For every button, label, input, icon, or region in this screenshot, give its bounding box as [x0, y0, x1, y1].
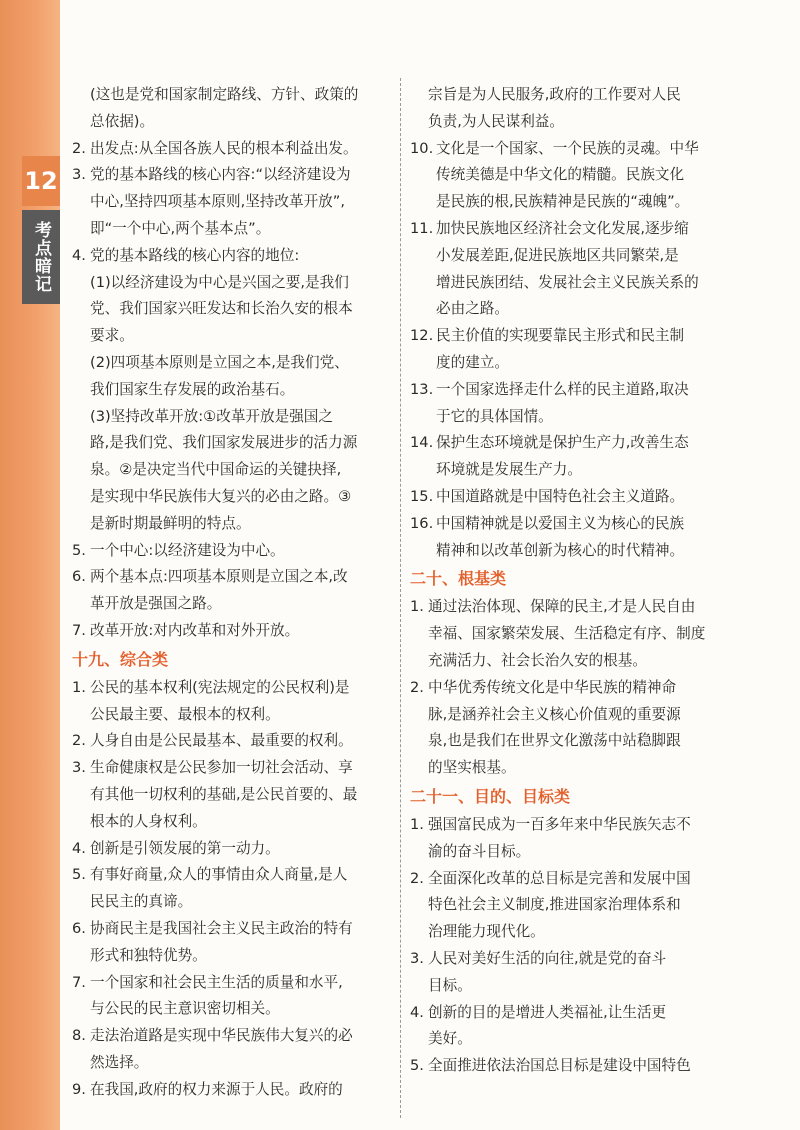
item-line: 治理能力现代化。 [428, 923, 545, 941]
sub-item-line: 泉。②是决定当代中国命运的关键抉择, [90, 461, 342, 479]
list-item [72, 755, 388, 835]
page-number: 12 [22, 156, 60, 206]
item-line: 小发展差距,促进民族地区共同繁荣,是 [436, 246, 679, 264]
item-line: 一个国家选择走什么样的民主道路,取决 [436, 380, 689, 398]
item-line: 是民族的根,民族精神是民族的“魂魄”。 [436, 193, 690, 211]
item-number: 5. [72, 866, 86, 884]
list-item [410, 1053, 728, 1080]
item-line: 必由之路。 [436, 300, 509, 318]
list-item [72, 675, 388, 729]
item-line: 然选择。 [90, 1053, 149, 1071]
item-line: 两个基本点:四项基本原则是立国之本,改 [90, 568, 348, 586]
list-item [72, 970, 388, 1024]
item-line: 走法治道路是实现中华民族伟大复兴的必 [90, 1027, 353, 1045]
item-line: 中国精神就是以爱国主义为核心的民族 [436, 514, 685, 532]
list-item [72, 136, 388, 163]
item-number: 2. [410, 678, 424, 696]
item-line: 泉,也是我们在世界文化激荡中站稳脚跟 [428, 732, 681, 750]
item-line: 即“一个中心,两个基本点”。 [90, 219, 271, 237]
item-number: 1. [72, 678, 86, 696]
list-item [72, 618, 388, 645]
item-9-continuation: 宗旨是为人民服务,政府的工作要对人民 负责,为人民谋利益。 [428, 86, 681, 130]
sub-item-line: 我们国家生存发展的政治基石。 [90, 380, 295, 398]
item-line: 度的建立。 [436, 353, 509, 371]
item-number: 6. [72, 568, 86, 586]
item-number: 12. [410, 327, 434, 345]
item-line: 出发点:从全国各族人民的根本利益出发。 [90, 139, 358, 157]
item-line: 增进民族团结、发展社会主义民族关系的 [436, 273, 699, 291]
item-line: 全面深化改革的总目标是完善和发展中国 [428, 869, 691, 887]
item-line: 一个国家和社会民主生活的质量和水平, [90, 973, 343, 991]
item-line: 文化是一个国家、一个民族的灵魂。中华 [436, 139, 699, 157]
item-line: 于它的具体国情。 [436, 407, 553, 425]
item-line: 精神和以改革创新为核心的时代精神。 [436, 541, 685, 559]
list-item [410, 594, 728, 674]
item-number: 1. [410, 815, 424, 833]
item-number: 2. [72, 139, 86, 157]
item-number: 13. [410, 380, 434, 398]
sub-item-line: 是实现中华民族伟大复兴的必由之路。③ [90, 487, 352, 505]
sub-item [72, 270, 388, 350]
sub-item-line: (2)四项基本原则是立国之本,是我们党、 [90, 353, 349, 371]
item-line: 创新的目的是增进人类福祉,让生活更 [428, 1003, 667, 1021]
item-line: 党的基本路线的核心内容:“以经济建设为 [90, 166, 351, 184]
item-number: 16. [410, 514, 434, 532]
item-number: 1. [410, 598, 424, 616]
item-line: 改革开放:对内改革和对外开放。 [90, 621, 300, 639]
item-line: 美好。 [428, 1030, 472, 1048]
item-line: 中华优秀传统文化是中华民族的精神命 [428, 678, 677, 696]
sub-item-line: 要求。 [90, 327, 134, 345]
list-item [410, 377, 728, 431]
item-line: 中心,坚持四项基本原则,坚持改革开放”, [90, 193, 345, 211]
item-line: 一个中心:以经济建设为中心。 [90, 541, 285, 559]
intro-continuation: (这也是党和国家制定路线、方针、政策的 总依据)。 [90, 86, 359, 130]
item-line: 党的基本路线的核心内容的地位: [90, 246, 300, 264]
item-number: 4. [72, 246, 86, 264]
sub-item-line: (3)坚持改革开放:①改革开放是强国之 [90, 407, 333, 425]
sub-item [72, 350, 388, 404]
list-item [410, 484, 728, 511]
item-line: 中国道路就是中国特色社会主义道路。 [436, 487, 685, 505]
list-item [72, 916, 388, 970]
item-line: 人身自由是公民最基本、最重要的权利。 [90, 732, 353, 750]
sub-item-line: (1)以经济建设为中心是兴国之要,是我们 [90, 273, 349, 291]
item-line: 传统美德是中华文化的精髓。民族文化 [436, 166, 685, 184]
section-heading-21: 二十一、目的、目标类 [410, 786, 571, 806]
item-number: 7. [72, 973, 86, 991]
item-number: 14. [410, 434, 434, 452]
list-item [72, 728, 388, 755]
item-line: 目标。 [428, 976, 472, 994]
item-number: 2. [72, 732, 86, 750]
section-tab: 考点暗记 [22, 210, 60, 304]
item-line: 环境就是发展生产力。 [436, 461, 582, 479]
item-line: 生命健康权是公民参加一切社会活动、享 [90, 759, 353, 777]
list-item [410, 511, 728, 565]
list-item [72, 538, 388, 565]
item-line: 渝的奋斗目标。 [428, 842, 531, 860]
column-divider [400, 78, 401, 1118]
item-number: 3. [72, 166, 86, 184]
item-number: 9. [72, 1080, 86, 1098]
item-line: 有事好商量,众人的事情由众人商量,是人 [90, 866, 348, 884]
list-item [410, 216, 728, 323]
section-heading-19: 十九、综合类 [72, 649, 169, 669]
list-item [410, 946, 728, 1000]
item-line: 创新是引领发展的第一动力。 [90, 839, 280, 857]
item-number: 6. [72, 919, 86, 937]
item-line: 革开放是强国之路。 [90, 595, 222, 613]
list-item [72, 564, 388, 618]
item-line: 协商民主是我国社会主义民主政治的特有 [90, 919, 353, 937]
sub-item-line: 党、我们国家兴旺发达和长治久安的根本 [90, 300, 353, 318]
item-number: 3. [72, 759, 86, 777]
item-number: 2. [410, 869, 424, 887]
item-line: 充满活力、社会长治久安的根基。 [428, 651, 647, 669]
item-line: 民主价值的实现要靠民主形式和民主制 [436, 327, 685, 345]
item-line: 强国富民成为一百多年来中华民族矢志不 [428, 815, 691, 833]
left-column [72, 82, 388, 1103]
item-line: 人民对美好生活的向往,就是党的奋斗 [428, 949, 667, 967]
list-item [410, 866, 728, 946]
item-line: 民民主的真谛。 [90, 893, 193, 911]
item-number: 3. [410, 949, 424, 967]
list-item [72, 1023, 388, 1077]
list-item [410, 675, 728, 782]
item-number: 5. [410, 1057, 424, 1075]
item-number: 8. [72, 1027, 86, 1045]
list-item [410, 430, 728, 484]
list-item [410, 323, 728, 377]
list-item [72, 162, 388, 242]
item-number: 15. [410, 487, 434, 505]
sub-item-line: 路,是我们党、我们国家发展进步的活力源 [90, 434, 358, 452]
section-heading-20: 二十、根基类 [410, 569, 507, 589]
item-line: 特色社会主义制度,推进国家治理体系和 [428, 896, 681, 914]
right-column [410, 82, 728, 1080]
item-number: 4. [410, 1003, 424, 1021]
item-line: 脉,是涵养社会主义核心价值观的重要源 [428, 705, 681, 723]
item-line: 与公民的民主意识密切相关。 [90, 1000, 280, 1018]
item-number: 7. [72, 621, 86, 639]
item-line: 公民最主要、最根本的权利。 [90, 705, 280, 723]
sub-item [72, 404, 388, 538]
list-item [410, 812, 728, 866]
item-line: 加快民族地区经济社会文化发展,逐步缩 [436, 219, 689, 237]
item-line: 幸福、国家繁荣发展、生活稳定有序、制度 [428, 625, 706, 643]
item-number: 5. [72, 541, 86, 559]
item-number: 10. [410, 139, 434, 157]
item-number: 11. [410, 219, 434, 237]
item-line: 通过法治体现、保障的民主,才是人民自由 [428, 598, 696, 616]
list-item [72, 243, 388, 270]
item-line: 有其他一切权利的基础,是公民首要的、最 [90, 785, 358, 803]
list-item [410, 136, 728, 216]
list-item [410, 1000, 728, 1054]
list-item [72, 836, 388, 863]
item-line: 根本的人身权利。 [90, 812, 207, 830]
item-line: 的坚实根基。 [428, 759, 516, 777]
list-item [72, 862, 388, 916]
item-number: 4. [72, 839, 86, 857]
item-line: 保护生态环境就是保护生产力,改善生态 [436, 434, 689, 452]
item-line: 形式和独特优势。 [90, 946, 207, 964]
item-line: 公民的基本权利(宪法规定的公民权利)是 [90, 678, 350, 696]
item-line: 在我国,政府的权力来源于人民。政府的 [90, 1080, 343, 1098]
item-line: 全面推进依法治国总目标是建设中国特色 [428, 1057, 691, 1075]
sub-item-line: 是新时期最鲜明的特点。 [90, 514, 251, 532]
list-item [72, 1077, 388, 1104]
